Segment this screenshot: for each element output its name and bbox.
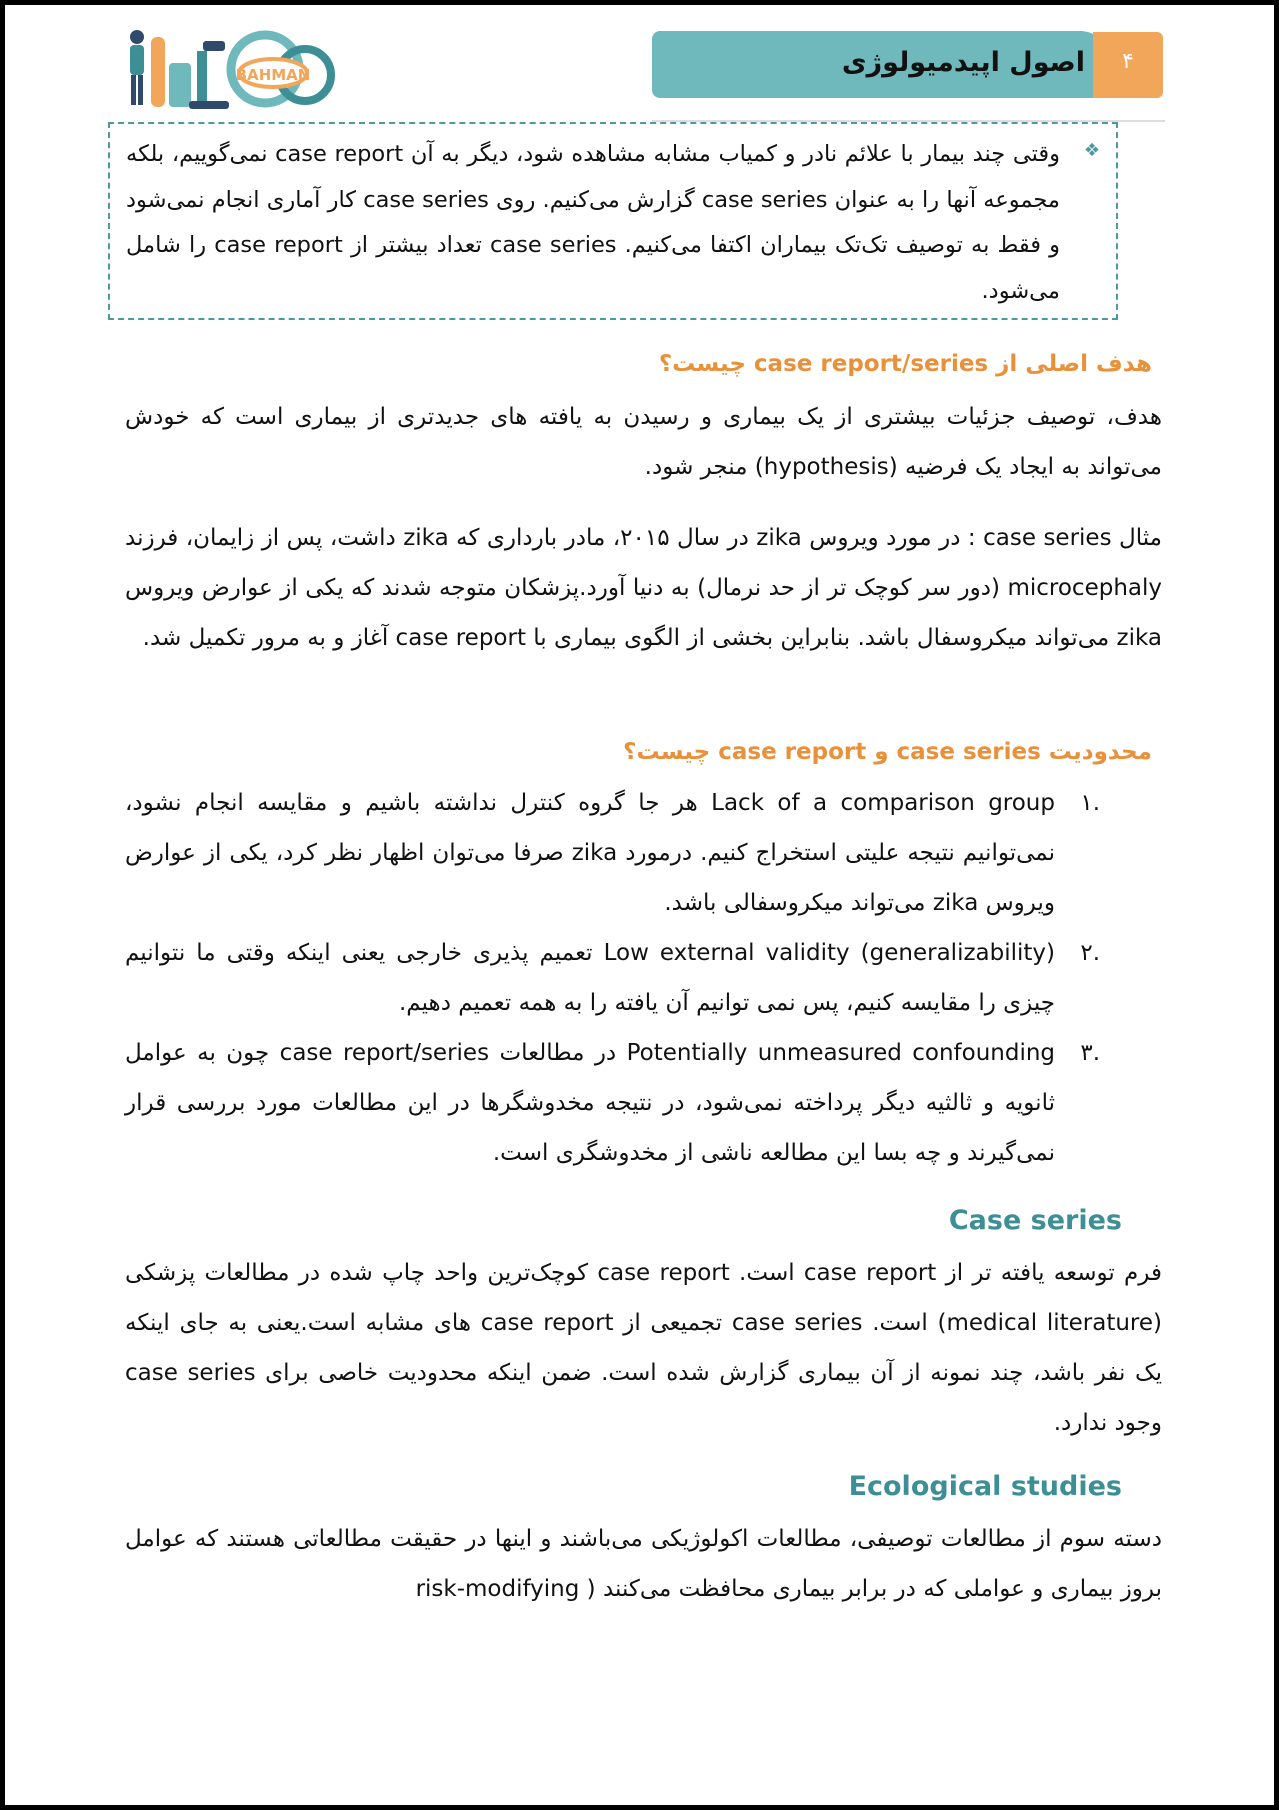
page-title: اصول اپیدمیولوژی — [841, 47, 1085, 78]
section-heading-limitations: محدودیت case series و case report چیست؟ — [623, 739, 1152, 765]
section-heading-goal: هدف اصلی از case report/series چیست؟ — [658, 351, 1152, 377]
list-item-text: Potentially unmeasured confounding در مطالعات case report/series چون به عوامل ثانویه و ثالثیه دیگر پرداخته نمی‌شود، در نتیجه مخدوشگرها در این مطالعات مورد بررسی قرار نمی‌گیرند و چه بسا این مطالعه ناشی از مخدوشگری است. — [125, 1040, 1056, 1166]
list-item — [125, 1028, 1162, 1178]
list-item-number: .۳ — [1080, 1040, 1100, 1066]
list-item-number: .۱ — [1080, 790, 1100, 816]
note-box — [108, 122, 1118, 320]
ecological-paragraph: دسته سوم از مطالعات توصیفی، مطالعات اکولوژیکی می‌باشند و اینها در حقیقت مطالعاتی هستند که عوامل بروز بیماری و عواملی که در برابر بیماری محافظت می‌کنند ( risk-modifying — [125, 1526, 1162, 1602]
list-item — [125, 928, 1162, 1028]
limitations-list — [125, 778, 1162, 1178]
section-heading-case-series: Case series — [948, 1205, 1122, 1236]
example-paragraph: مثال case series : در مورد ویروس zika در سال ۲۰۱۵، مادر بارداری که zika داشت، پس از زایمان، فرزند microcephaly (دور سر کوچک تر از حد نرمال) به دنیا آورد.پزشکان متوجه شدند که یکی از عوارض ویروس zika می‌تواند میکروسفال باشد. بنابراین بخشی از الگوی بیماری با case report آغاز و به مرور تکمیل شد. — [125, 525, 1162, 651]
logo-text: BAHMAN — [235, 66, 311, 84]
lab-microscope-logo-icon — [115, 23, 335, 111]
list-item — [125, 778, 1162, 928]
list-item-text: Low external validity (generalizability) تعمیم پذیری خارجی یعنی اینکه وقتی ما نتوانیم چیزی را مقایسه کنیم، پس نمی توانیم آن یافته را به همه تعمیم دهیم. — [125, 940, 1056, 1016]
list-item-text: Lack of a comparison group هر جا گروه کنترل نداشته باشیم و مقایسه انجام نشود، نمی‌توانیم نتیجه علیتی استخراج کنیم. درمورد zika صرفا می‌توان اظهار نظر کرد، یکی از عوارض ویروس zika می‌تواند میکروسفالی باشد. — [125, 790, 1055, 916]
goal-paragraph: هدف، توصیف جزئیات بیشتری از یک بیماری و رسیدن به یافته های جدیدتری از بیماری است که خودش می‌تواند به ایجاد یک فرضیه (hypothesis) منجر شود. — [125, 404, 1162, 480]
page-number: ۴ — [1093, 32, 1163, 98]
section-heading-ecological: Ecological studies — [848, 1471, 1122, 1502]
list-item-number: .۲ — [1080, 940, 1100, 966]
page-header — [5, 5, 1274, 125]
diamond-bullet-icon: ❖ — [1083, 140, 1100, 161]
note-text: وقتی چند بیمار با علائم نادر و کمیاب مشابه مشاهده شود، دیگر به آن case report نمی‌گوییم، بلکه مجموعه آنها را به عنوان case series گزارش می‌کنیم. روی case series کار آماری انجام نمی‌شود و فقط به توصیف تک‌تک بیماران اکتفا می‌کنیم. case series تعداد بیشتر از case report را شامل می‌شود. — [126, 141, 1060, 304]
case-series-paragraph: فرم توسعه یافته تر از case report است. case report کوچک‌ترین واحد چاپ شده در مطالعات پزشکی (medical literature) است. case series تجمیعی از case report های مشابه است.یعنی به جای اینکه یک نفر باشد، چند نمونه از آن بیماری گزارش شده است. ضمن اینکه محدودیت خاصی برای case series وجود ندارد. — [125, 1260, 1162, 1436]
